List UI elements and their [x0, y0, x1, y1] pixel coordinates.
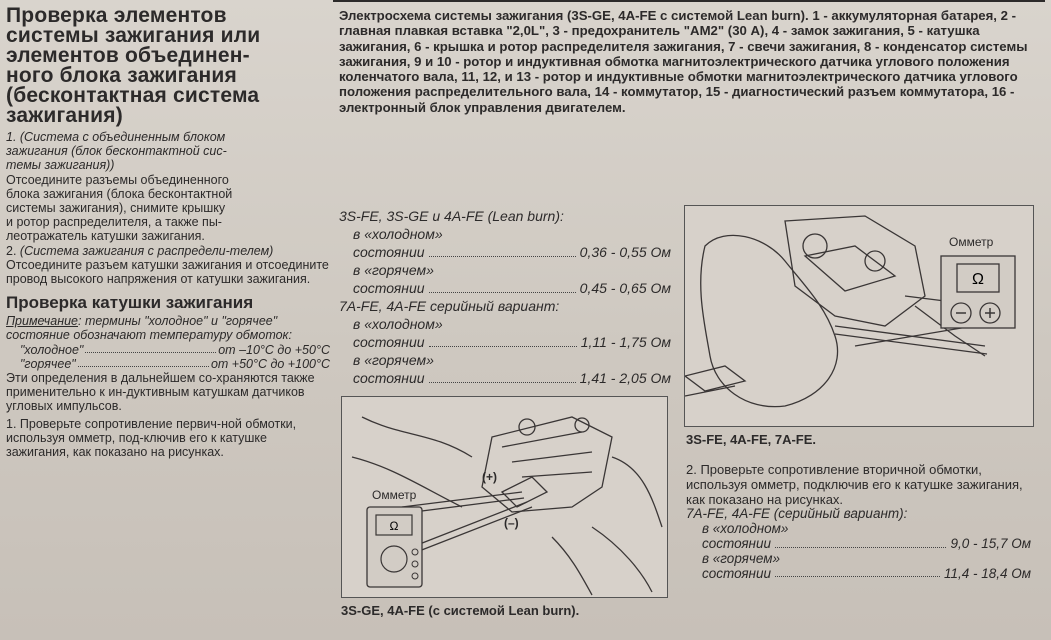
step1-condition-line: 1. (Система с объединенным блоком: [6, 130, 226, 144]
minus-label: (–): [504, 516, 519, 530]
step2-text: [6, 244, 330, 287]
ohmmeter-label: Омметр: [372, 488, 417, 502]
title-line: системы зажигания или: [6, 24, 261, 47]
coil-body-outline: [482, 417, 612, 512]
spec-state-word: состоянии: [353, 244, 425, 260]
plus-label: (+): [482, 470, 497, 484]
secondary-step-text: 2. Проверьте сопротивление вторичной обмотки, используя омметр, подключив его к катушке зажигания, как показано на рисунках.: [686, 462, 1023, 507]
title-line: ного блока зажигания: [6, 64, 237, 87]
spec-state-word: состоянии: [702, 535, 771, 551]
ohmmeter-label: Омметр: [949, 235, 994, 249]
leader-dots: [85, 343, 216, 353]
step3-text: 1. Проверьте сопротивление первич-ной обмотки, используя омметр, под-ключив его к катушке зажигания, как показано на рисунках.: [6, 416, 297, 460]
step1-line: леотражатель катушки зажигания.: [6, 229, 205, 244]
leader-dots: [429, 346, 577, 347]
spec-cold-label: в «холодном»: [353, 226, 443, 242]
definitions-text: Эти определения в дальнейшем со-храняются также применительно к ин-дуктивным катушкам датчиков угловых импульсов.: [6, 371, 315, 414]
cold-range: от –10°С до +50°С: [218, 342, 330, 357]
ohmmeter-symbol: Ω: [389, 519, 399, 533]
secondary-group-title: 7A-FE, 4A-FE (серийный вариант):: [686, 506, 908, 522]
coil-check-heading: Проверка катушки зажигания: [6, 293, 254, 313]
spec-value: 0,36 - 0,55 Ом: [579, 244, 671, 260]
secondary-winding-section: [686, 463, 1031, 581]
wiring-diagram-caption: Электросхема системы зажигания (3S-GE, 4А-FE с системой Lean burn). 1 - аккумуляторная батарея, 2 - главная плавкая вставка "2,0L", 3 - предохранитель "АМ2" (30 А), 4 - замок зажигания, 5 - катушка зажигания, 6 - крышка и ротор распределителя зажигания, 7 - свечи зажигания, 8 - конденсатор системы зажигания, 9 и 10 - ротор и индуктивная обмотка магнитоэлектрического датчика углового положения коленчатого вала, 11, 12, и 13 - ротор и индуктивные обмотки магнитоэлектрического датчика углового положения распределительного вала, 14 - коммутатор, 15 - диагностический разъем коммутатора, 16 - электронный блок управления двигателем.: [339, 8, 1028, 115]
hot-label: "горячее": [20, 356, 76, 371]
left-column: [6, 6, 330, 459]
spec-group-title: 3S-FE, 3S-GE и 4A-FE (Lean burn):: [339, 208, 564, 224]
spec-hot-label: в «горячем»: [353, 352, 434, 368]
spec-state-word: состоянии: [353, 280, 425, 296]
step1-condition-line: зажигания (блок бесконтактной сис-: [6, 144, 227, 159]
secondary-hot-value: 11,4 - 18,4 Ом: [943, 565, 1031, 581]
spec-value: 1,41 - 2,05 Ом: [579, 370, 671, 386]
coil-block: [785, 216, 925, 326]
figure1-caption: 3S-GE, 4A-FE (с системой Lean burn).: [341, 603, 580, 618]
leader-dots: [429, 382, 576, 383]
spec-value: 0,45 - 0,65 Ом: [579, 280, 671, 296]
note-label: Примечание: [6, 314, 78, 329]
hot-range: от +50°С до +100°С: [210, 356, 330, 371]
distributor-illustration: [685, 206, 1033, 426]
leader-dots: [775, 547, 946, 548]
secondary-cold-value: 9,0 - 15,7 Ом: [950, 535, 1031, 551]
spec-hot-label: в «горячем»: [353, 262, 434, 278]
secondary-cold-label: в «холодном»: [702, 521, 789, 537]
spec-state-word: состоянии: [353, 334, 425, 350]
coil-illustration: [342, 397, 667, 597]
title-line: (бесконтактная система: [6, 84, 260, 107]
step2-number: 2.: [6, 243, 20, 258]
step1-condition-line: темы зажигания)): [6, 158, 115, 173]
spec-state-word: состоянии: [702, 565, 771, 581]
step1-line: системы зажигания), снимите крышку: [6, 201, 226, 216]
step2-condition: (Система зажигания с распредели-телем): [19, 243, 274, 258]
secondary-hot-row: [686, 567, 1031, 582]
spec-group-title: 7A-FE, 4A-FE серийный вариант:: [339, 298, 560, 314]
step1-line: Отсоедините разъемы объединенного: [6, 172, 229, 187]
cold-label: "холодное": [20, 342, 84, 357]
step1-text: [6, 173, 330, 244]
figure-primary-coil-3sge: [341, 396, 668, 598]
spec-cold-label: в «холодном»: [353, 316, 443, 332]
step1-line: и ротор распределителя, а также пы-: [6, 215, 222, 230]
leader-dots: [775, 576, 940, 577]
top-rule: [333, 0, 1045, 2]
spec-state-word: состоянии: [353, 370, 425, 386]
cold-definition: [6, 343, 330, 357]
title-line: зажигания): [6, 104, 123, 127]
step1-line: блока зажигания (блока бесконтактной: [6, 186, 233, 201]
figure-primary-coil-7afe: [684, 205, 1034, 427]
figure2-caption: 3S-FE, 4A-FE, 7A-FE.: [686, 432, 817, 447]
note-text: : термины "холодное" и "горячее" состояние обозначают температуру обмоток:: [6, 314, 292, 343]
spec-row: [339, 279, 671, 297]
title-line: Проверка элементов: [6, 4, 227, 27]
coil-fins: [502, 432, 592, 477]
title-line: элементов объединен-: [6, 44, 250, 67]
probe-lead: [835, 326, 987, 354]
secondary-cold-row: [686, 537, 1031, 552]
ohmmeter-symbol: Ω: [972, 271, 984, 288]
spec-row: [339, 369, 671, 387]
step1-condition: [6, 130, 330, 173]
spec-row: [339, 333, 671, 351]
secondary-hot-label: в «горячем»: [702, 550, 780, 566]
leader-dots: [429, 292, 576, 293]
leader-dots: [429, 256, 576, 257]
spec-row: [339, 243, 671, 261]
leader-dots: [78, 357, 209, 367]
distributor-housing: [701, 235, 838, 406]
hot-definition: [6, 357, 330, 371]
step2-body: Отсоедините разъем катушки зажигания и отсоедините провод высокого напряжения от катушки зажигания.: [6, 257, 329, 287]
section-title: [6, 6, 330, 126]
note: [6, 314, 330, 342]
primary-resistance-specs: [339, 207, 671, 387]
spec-value: 1,11 - 1,75 Ом: [580, 334, 671, 350]
